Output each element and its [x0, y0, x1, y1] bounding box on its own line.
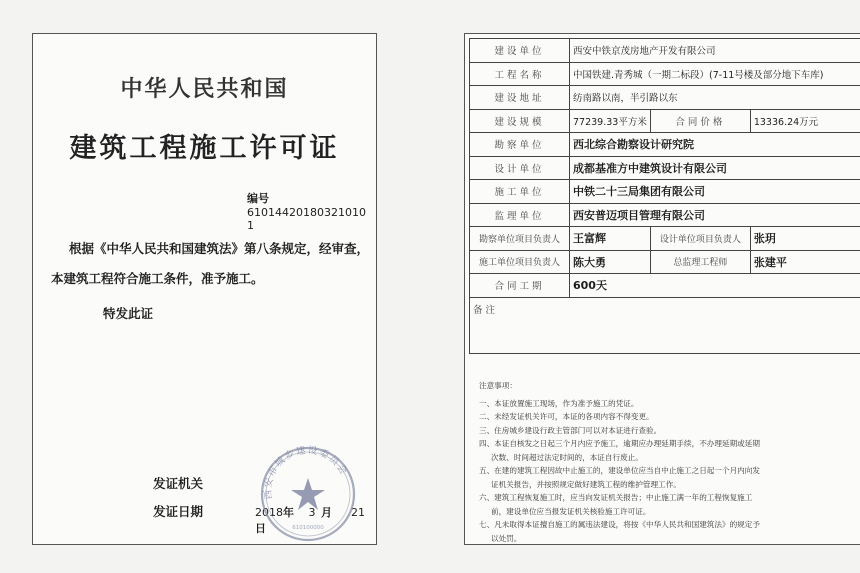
notice-item: 四、本证自核发之日起三个月内应予施工，逾期应办理延期手续，不办理延期或延期 — [479, 439, 760, 448]
table-row — [470, 62, 860, 86]
row-label: 工程名称 — [470, 62, 570, 86]
table-row — [470, 39, 860, 63]
day-unit: 日 — [255, 522, 266, 535]
row-value: 纺南路以南，半引路以东 — [570, 86, 860, 110]
row-label: 勘察单位 — [470, 133, 570, 157]
notice-item: 三、住房城乡建设行政主管部门可以对本证进行查验。 — [479, 425, 662, 435]
table-row — [470, 180, 860, 204]
seal-code: 610100000 — [292, 525, 324, 531]
row-value-2: 13336.24万元 — [750, 109, 860, 133]
row-value: 王富辉 — [570, 227, 651, 251]
row-label: 勘察单位项目负责人 — [470, 227, 570, 251]
seal-star-icon — [291, 478, 325, 510]
notice-item: 前，建设单位应当报发证机关核验施工许可证。 — [491, 506, 651, 516]
issue-month: 3 — [308, 506, 316, 519]
row-value: 中铁二十三局集团有限公司 — [570, 180, 860, 204]
special-issue-text: 特发此证 — [103, 306, 154, 321]
issuing-authority-label: 发证机关 — [153, 476, 204, 491]
legal-basis-line-2: 本建筑工程符合施工条件，准予施工。 — [51, 271, 264, 286]
issue-date-label: 发证日期 — [153, 504, 204, 519]
notice-item: 一、本证放置施工现场，作为准予施工的凭证。 — [479, 398, 639, 408]
row-value: 77239.33平方米 — [570, 109, 651, 133]
table-row — [470, 227, 860, 251]
notice-heading: 注意事项： — [479, 381, 517, 390]
row-label: 合同工期 — [470, 274, 570, 298]
notice-item: 次数、时间超过法定时间的，本证自行废止。 — [491, 452, 643, 462]
table-row — [470, 297, 860, 353]
row-label: 施工单位项目负责人 — [470, 250, 570, 274]
project-info-table — [469, 38, 860, 354]
serial-label: 编号 — [247, 192, 269, 205]
row-value: 西安中铁京茂房地产开发有限公司 — [570, 39, 860, 63]
certificate-title: 建筑工程施工许可证 — [69, 133, 340, 164]
serial-number — [247, 190, 376, 232]
seal-text: 西安市城乡建设委员会 — [262, 445, 350, 500]
table-row — [470, 133, 860, 157]
notice-item: 以处罚。 — [491, 533, 522, 543]
permit-cover-page — [32, 33, 377, 545]
table-row — [470, 274, 860, 298]
table-row — [470, 203, 860, 227]
row-label: 建设规模 — [470, 109, 570, 133]
table-row — [470, 156, 860, 180]
table-row — [470, 250, 860, 274]
row-value: 西北综合勘察设计研究院 — [570, 133, 860, 157]
issue-day: 21 — [351, 506, 365, 519]
row-label: 建设单位 — [470, 39, 570, 63]
row-value-2: 张玥 — [750, 227, 860, 251]
table-row — [470, 109, 860, 133]
notice-item: 七、凡未取得本证擅自施工的属违法建设，将按《中华人民共和国建筑法》的规定予 — [479, 520, 760, 529]
row-label-2: 设计单位项目负责人 — [650, 227, 750, 251]
row-label: 施工单位 — [470, 180, 570, 204]
notice-item: 六、建筑工程恢复施工时，应当向发证机关报告；中止施工满一年的工程恢复施工 — [479, 493, 753, 502]
row-label: 建设地址 — [470, 86, 570, 110]
row-label-2: 总监理工程师 — [650, 250, 750, 274]
row-value: 陈大勇 — [570, 250, 651, 274]
row-label: 监理单位 — [470, 203, 570, 227]
row-label: 设计单位 — [470, 156, 570, 180]
row-value: 中国铁建.青秀城（一期二标段）(7-11号楼及部分地下车库) — [570, 62, 860, 86]
notice-item: 证机关报告，并按照规定做好建筑工程的维护管理工作。 — [491, 479, 681, 489]
row-value-2: 张建平 — [750, 250, 860, 274]
issue-year: 2018 — [255, 506, 283, 519]
remark-cell — [470, 297, 860, 353]
table-row — [470, 86, 860, 110]
notice-section — [479, 379, 857, 545]
row-value: 600天 — [570, 274, 860, 298]
row-label-2: 合同价格 — [650, 109, 750, 133]
country-heading: 中华人民共和国 — [120, 76, 289, 102]
year-unit: 年 — [283, 506, 294, 519]
notice-item: 二、未经发证机关许可，本证的各项内容不得变更。 — [479, 412, 654, 421]
notice-item: 五、在建的建筑工程因故中止施工的，建设单位应当自中止施工之日起一个月内向发 — [479, 466, 760, 475]
permit-detail-page — [464, 33, 860, 545]
row-value: 西安普迈项目管理有限公司 — [570, 203, 860, 227]
legal-basis-line-1: 根据《中华人民共和国建筑法》第八条规定，经审查， — [69, 241, 370, 256]
official-seal — [258, 444, 358, 544]
serial-value: 61014420180321010 1 — [247, 206, 366, 232]
remark-label: 备注 — [473, 304, 499, 316]
month-unit: 月 — [321, 506, 332, 519]
legal-basis — [51, 234, 371, 294]
row-value: 成都基准方中建筑设计有限公司 — [570, 156, 860, 180]
